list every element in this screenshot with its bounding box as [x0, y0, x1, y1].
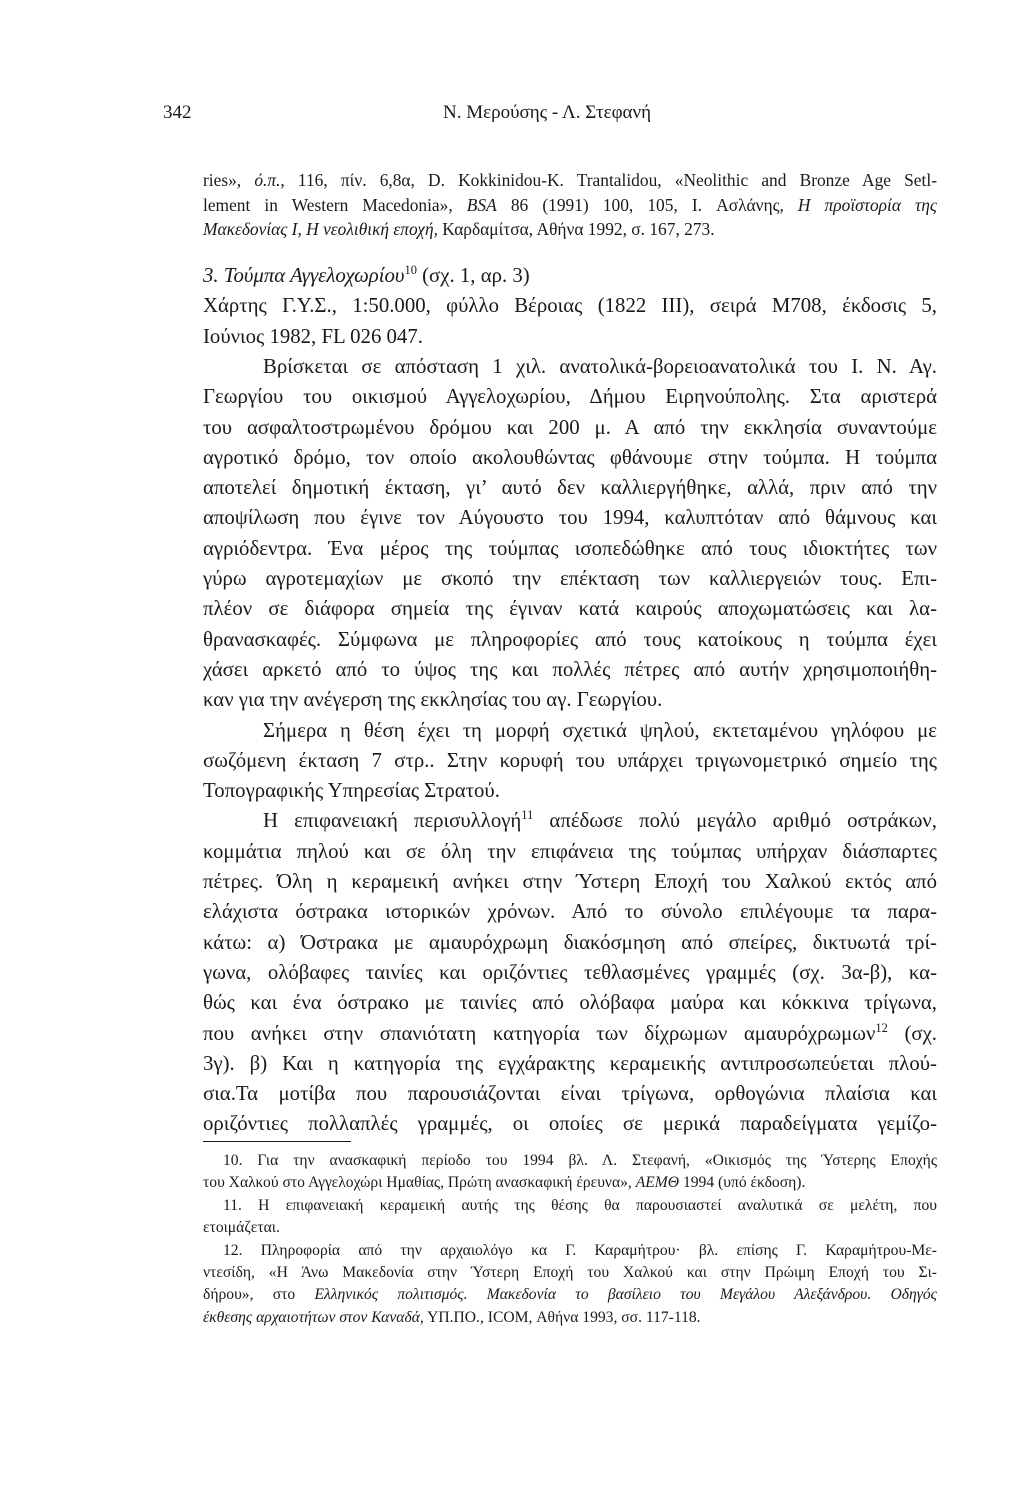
footnote-ref-12: 12 — [875, 1020, 888, 1035]
footnote-line: 11. Η επιφανειακή κεραμεική αυτής της θέσης θα παρουσιαστεί αναλυτικά σε μελέτη, που — [223, 1196, 937, 1214]
map-reference: Ιούνιος 1982, FL 026 047. — [203, 324, 423, 348]
text-line: οριζόντιες πολλαπλές γραμμές, οι οποίες σε μερικά παραδείγματα γεμίζο- — [203, 1112, 937, 1136]
ref-line: ries», ό.π., 116, πίν. 6,8α, D. Kokkinidou-K. Trantalidou, «Neolithic and Bronze Age Setl- — [203, 170, 937, 190]
ref-line: lement in Western Macedonia», BSA 86 (1991) 100, 105, I. Ασλάνης, Η προϊστορία της — [203, 194, 937, 215]
paragraph-location — [203, 352, 937, 716]
text-line: ελάχιστα όστρακα ιστορικών χρόνων. Από το σύνολο επιλέγουμε τα παρα- — [203, 900, 937, 924]
text-line: πέτρες. Όλη η κεραμεική ανήκει στην Ύστερη Εποχή του Χαλκού εκτός από — [203, 870, 937, 894]
text-line: σια.Τα μοτίβα που παρουσιάζονται είναι τρίγωνα, ορθογώνια πλαίσια και — [203, 1082, 937, 1106]
footnotes — [203, 1150, 937, 1329]
main-text — [203, 352, 937, 1140]
text-line: αγριόδεντρα. Ένα μέρος της τούμπας ισοπεδώθηκε από τους ιδιοκτήτες των — [203, 536, 937, 560]
footnote-line: δήρου», στο Ελληνικός πολιτισμός. Μακεδονία το βασίλειο του Μεγάλου Αλεξάνδρου. Οδηγός — [203, 1286, 937, 1304]
text-line: πλέον σε διάφορα σημεία της έγιναν κατά καιρούς αποχωματώσεις και λα- — [203, 597, 937, 621]
section-title: 3. Τούμπα Αγγελοχωρίου$^{10}$ (σχ. 1, αρ. 3) — [203, 263, 530, 287]
text-line: θρανασκαφές. Σύμφωνα με πληροφορίες από τους κατοίκους η τούμπα έχει — [203, 627, 937, 651]
text-line: αγροτικό δρόμο, τον οποίο ακολουθώντας φθάνουμε στην τούμπα. Η τούμπα — [203, 445, 937, 469]
reference-continuation — [203, 168, 937, 242]
footnote-ref-10: 10 — [404, 263, 417, 278]
text-line: Γεωργίου του οικισμού Αγγελοχωρίου, Δήμου Ειρηνούπολης. Στα αριστερά — [203, 385, 937, 409]
footnote-line: ετοιμάζεται. — [203, 1219, 280, 1237]
footnote-11 — [203, 1195, 937, 1240]
text-line: αποτελεί δημοτική έκταση, γι’ αυτό δεν καλλιεργήθηκε, αλλά, πριν από την — [203, 476, 937, 500]
text-line: 3γ). β) Και η κατηγορία της εγχάρακτης κεραμεικής αντιπροσωπεύεται πλού- — [203, 1051, 937, 1075]
footnote-line: 12. Πληροφορία από την αρχαιολόγο κα Γ. Καραμήτρου· βλ. επίσης Γ. Καραμήτρου-Με- — [223, 1241, 937, 1259]
text-line: Η επιφανειακή περισυλλογή$^{11}$ απέδωσε πολύ μεγάλο αριθμό οστράκων, — [263, 808, 937, 833]
text-line: του ασφαλτοστρωμένου δρόμου και 200 μ. Α από την εκκλησία συναντούμε — [203, 415, 937, 439]
text-line: αποψίλωση που έγινε τον Αύγουστο του 1994, καλυπτόταν από θάμνους και — [203, 506, 937, 530]
text-line: γωνα, ολόβαφες ταινίες και οριζόντιες τεθλασμένες γραμμές (σχ. 3α-β), κα- — [203, 960, 937, 984]
footnote-ref-11: 11 — [521, 808, 534, 823]
footnote-line: ντεσίδη, «Η Άνω Μακεδονία στην Ύστερη Εποχή του Χαλκού και στην Πρώιμη Εποχή του Σι- — [203, 1264, 937, 1282]
paragraph-surface-survey — [203, 806, 937, 1139]
text-line: γύρω αγροτεμαχίων με σκοπό την επέκταση των καλλιεργειών τους. Επι- — [203, 567, 937, 591]
text-line: χάσει αρκετό από το ύψος της και πολλές πέτρες από αυτήν χρησιμοποιήθη- — [203, 657, 937, 681]
footnote-line: 10. Για την ανασκαφική περίοδο του 1994 βλ. Λ. Στεφανή, «Οικισμός της Ύστερης Εποχής — [223, 1152, 937, 1169]
footnote-divider — [203, 1141, 351, 1142]
ref-line: Μακεδονίας I, Η νεολιθική εποχή, Καρδαμίτσα, Αθήνα 1992, σ. 167, 273. — [203, 219, 715, 240]
text-line: Τοπογραφικής Υπηρεσίας Στρατού. — [203, 779, 500, 803]
footnote-line: του Χαλκού στο Αγγελοχώρι Ημαθίας, Πρώτη ανασκαφική έρευνα», ΑΕΜΘ 1994 (υπό έκδοση). — [203, 1174, 806, 1192]
text-line: σωζόμενη έκταση 7 στρ.. Στην κορυφή του υπάρχει τριγωνομετρικό σημείο της — [203, 748, 937, 772]
section-heading — [203, 261, 937, 352]
running-head: Ν. Μερούσης - Λ. Στεφανή — [443, 102, 652, 123]
footnote-12 — [203, 1240, 937, 1330]
page-number: 342 — [163, 102, 192, 123]
text-line: κάτω: α) Όστρακα με αμαυρόχρωμη διακόσμηση από σπείρες, δικτυωτά τρί- — [203, 930, 937, 954]
text-line: Βρίσκεται σε απόσταση 1 χιλ. ανατολικά-βορειοανατολικά του Ι. Ν. Αγ. — [263, 355, 937, 378]
map-reference: Χάρτης Γ.Υ.Σ., 1:50.000, φύλλο Βέροιας (1822 III), σειρά Μ708, έκδοσις 5, — [203, 294, 937, 318]
text-line: Σήμερα η θέση έχει τη μορφή σχετικά ψηλού, εκτεταμένου γηλόφου με — [263, 718, 937, 742]
text-line: που ανήκει στην σπανιότατη κατηγορία των δίχρωμων αμαυρόχρωμων$^{12}$ (σχ. — [203, 1020, 938, 1045]
text-line: καν για την ανέγερση της εκκλησίας του αγ. Γεωργίου. — [203, 688, 663, 712]
text-line: θώς και ένα όστρακο με ταινίες από ολόβαφα μαύρα και κόκκινα τρίγωνα, — [203, 991, 937, 1015]
footnote-line: έκθεσης αρχαιοτήτων στον Καναδά, ΥΠ.ΠΟ., ICOM, Αθήνα 1993, σσ. 117-118. — [203, 1308, 701, 1326]
footnote-10 — [203, 1150, 937, 1195]
paragraph-current-state — [203, 716, 937, 807]
text-line: κομμάτια πηλού και σε όλη την επιφάνεια της τούμπας υπήρχαν διάσπαρτες — [203, 839, 937, 863]
